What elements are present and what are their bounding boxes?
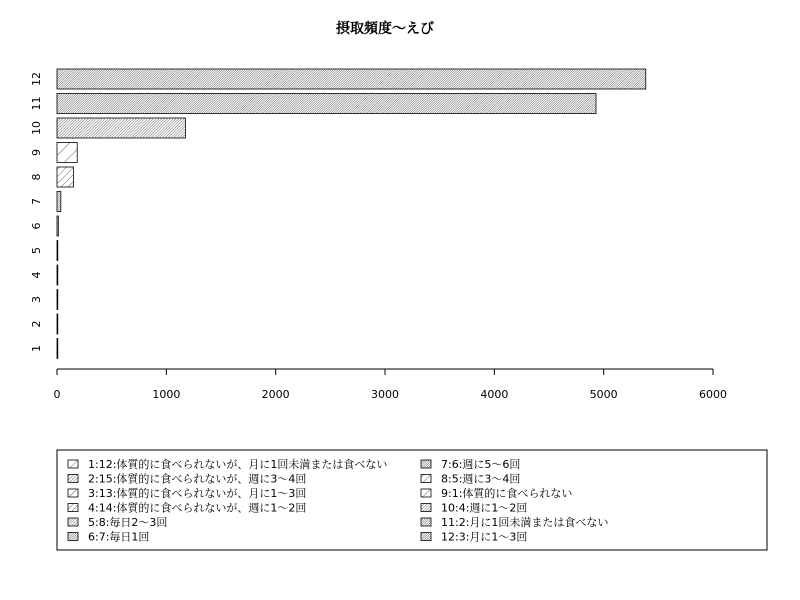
legend-swatch: [421, 518, 431, 526]
y-tick-label: 5: [30, 247, 43, 254]
legend-swatch: [421, 504, 431, 512]
x-tick-label: 1000: [152, 388, 181, 401]
legend-label: 6:7:毎日1回: [88, 530, 150, 544]
bar-5: [57, 241, 58, 261]
bar-3: [57, 290, 58, 310]
x-tick-label: 3000: [371, 388, 399, 401]
legend-swatch: [421, 460, 431, 468]
x-tick-label: 6000: [699, 388, 727, 401]
legend-label: 12:3:月に1〜3回: [441, 530, 528, 544]
y-axis: [30, 72, 43, 352]
x-axis: [54, 369, 728, 401]
y-tick-label: 10: [30, 121, 43, 135]
bar-1: [57, 339, 58, 359]
legend-label: 3:13:体質的に食べられないが、月に1〜3回: [88, 487, 307, 500]
legend-label: 1:12:体質的に食べられないが、月に1回未満または食べない: [88, 458, 388, 471]
y-tick-label: 12: [30, 72, 43, 86]
legend-label: 2:15:体質的に食べられないが、週に3〜4回: [88, 472, 307, 486]
legend-label: 8:5:週に3〜4回: [441, 472, 521, 486]
legend: [57, 450, 767, 550]
y-tick-label: 2: [30, 320, 43, 328]
chart-title: 摂取頻度〜えび: [336, 21, 434, 37]
y-tick-label: 8: [30, 173, 43, 181]
legend-label: 10:4:週に1〜2回: [441, 501, 528, 515]
legend-swatch: [68, 489, 78, 497]
bar-2: [57, 314, 58, 334]
y-tick-label: 3: [30, 296, 43, 303]
y-tick-label: 6: [30, 222, 43, 230]
legend-label: 5:8:毎日2〜3回: [88, 516, 168, 529]
x-tick-label: 4000: [480, 388, 509, 401]
legend-swatch: [421, 489, 431, 497]
legend-swatch: [68, 518, 78, 526]
y-tick-label: 9: [30, 149, 43, 156]
bar-9: [57, 143, 77, 163]
bars-group: [57, 69, 646, 359]
bar-8: [57, 167, 73, 187]
legend-swatch: [68, 533, 78, 541]
x-tick-label: 0: [53, 388, 61, 401]
y-tick-label: 1: [30, 345, 43, 352]
bar-4: [57, 265, 58, 285]
legend-swatch: [68, 475, 78, 483]
bar-12: [57, 69, 646, 89]
legend-swatch: [421, 475, 431, 483]
x-tick-label: 5000: [589, 388, 618, 401]
y-tick-label: 7: [30, 198, 43, 205]
legend-swatch: [68, 504, 78, 512]
y-tick-label: 11: [30, 96, 43, 111]
legend-label: 7:6:週に5〜6回: [441, 458, 521, 471]
bar-10: [57, 118, 185, 138]
legend-swatch: [421, 533, 431, 541]
legend-label: 11:2:月に1回未満または食べない: [441, 516, 609, 529]
x-tick-label: 2000: [261, 388, 290, 401]
legend-label: 4:14:体質的に食べられないが、週に1〜2回: [88, 501, 307, 515]
bar-7: [57, 192, 61, 212]
bar-11: [57, 94, 596, 114]
legend-swatch: [68, 460, 78, 468]
legend-label: 9:1:体質的に食べられない: [441, 487, 573, 500]
y-tick-label: 4: [30, 271, 43, 279]
legend-items: [68, 457, 608, 544]
bar-6: [57, 216, 58, 236]
